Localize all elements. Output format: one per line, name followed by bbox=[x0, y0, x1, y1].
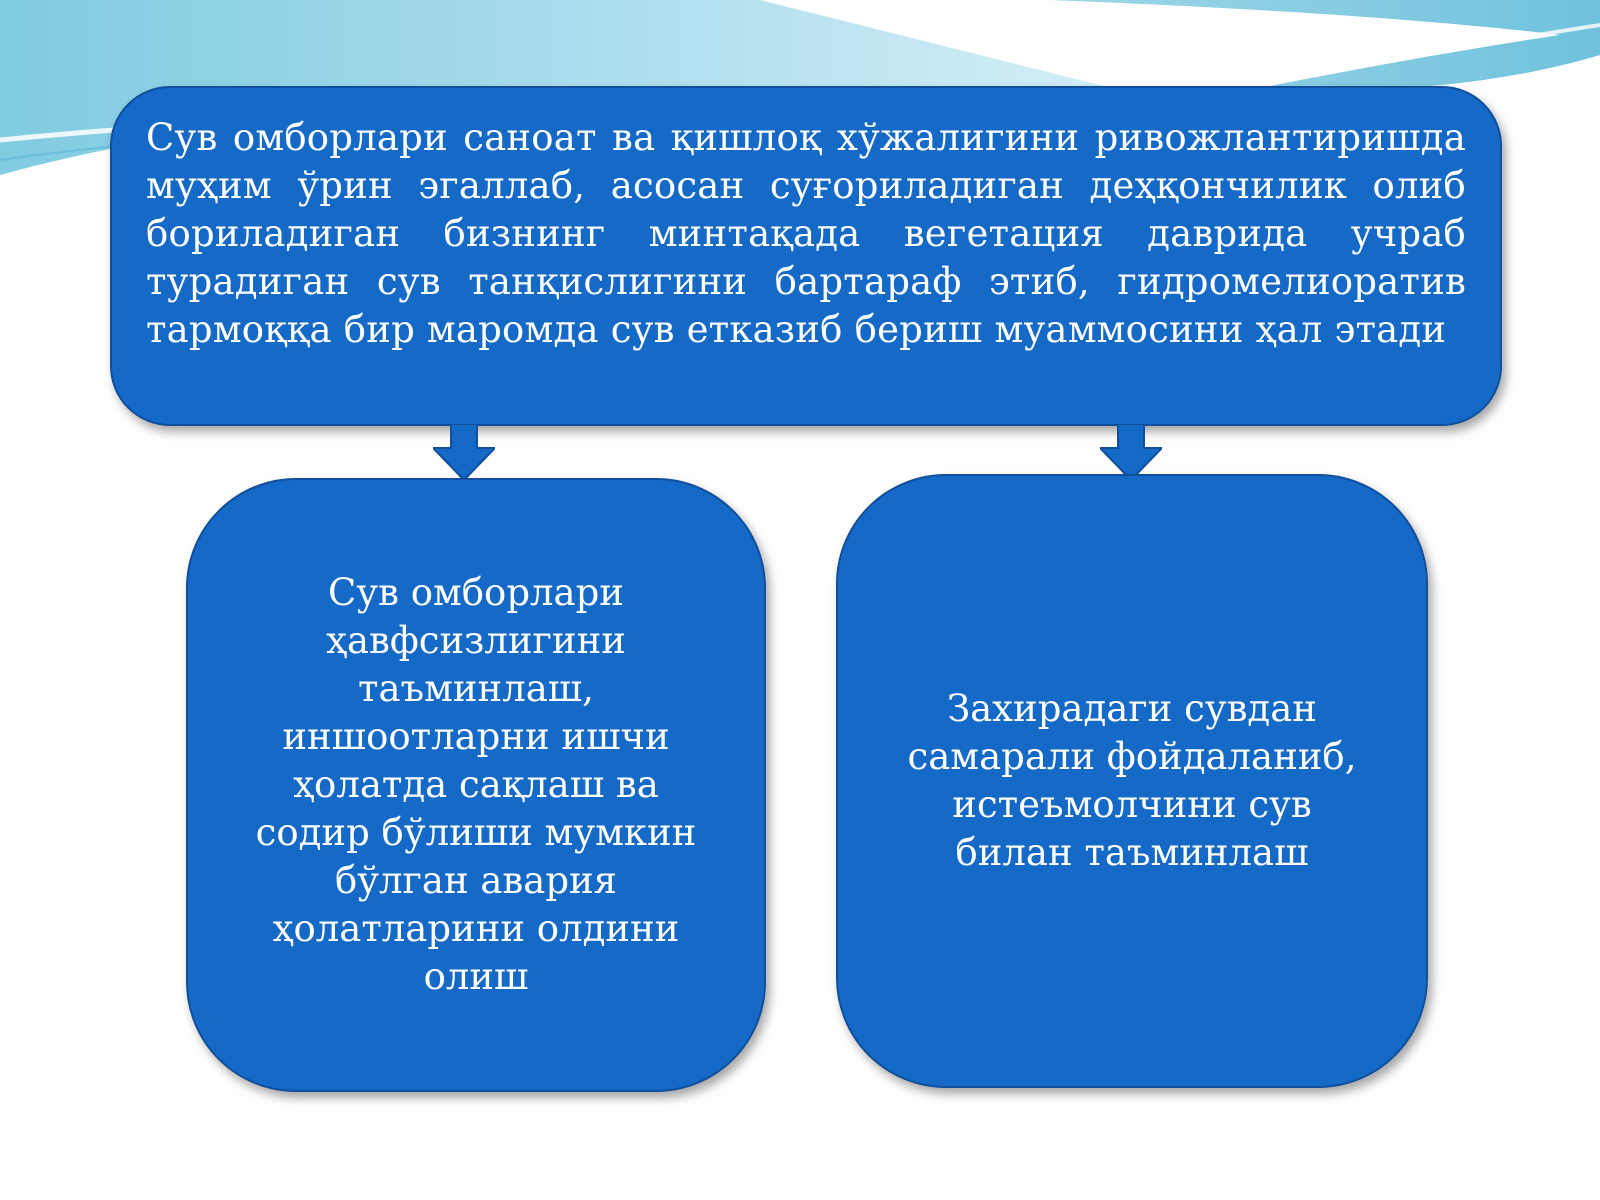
arrow-down-left-icon bbox=[433, 424, 495, 480]
left-box-text: Сув омборлари ҳавфсизлигини таъминлаш, иншоотларни ишчи ҳолатда сақлаш ва содир бўлиши мумкин бўлган авария ҳолатларини олдини олиш bbox=[255, 571, 697, 998]
arrow-down-right-icon bbox=[1100, 424, 1162, 480]
right-box-text: Захирадаги сувдан самарали фойдаланиб, истеъмолчини сув билан таъминлаш bbox=[907, 687, 1357, 874]
top-box-text: Сув омборлари саноат ва қишлоқ хўжалигини ривожлантиришда муҳим ўрин эгаллаб, асосан суғориладиган деҳқончилик олиб бориладиган бизнинг минтақада вегетация даврида учраб турадиган сув танқислигини бартараф этиб, гидромелиоратив тармоққа бир маромда сув етказиб бериш муаммосини ҳал этади bbox=[146, 116, 1466, 351]
top-box bbox=[110, 86, 1502, 426]
left-box bbox=[186, 478, 766, 1092]
right-box bbox=[836, 474, 1428, 1088]
